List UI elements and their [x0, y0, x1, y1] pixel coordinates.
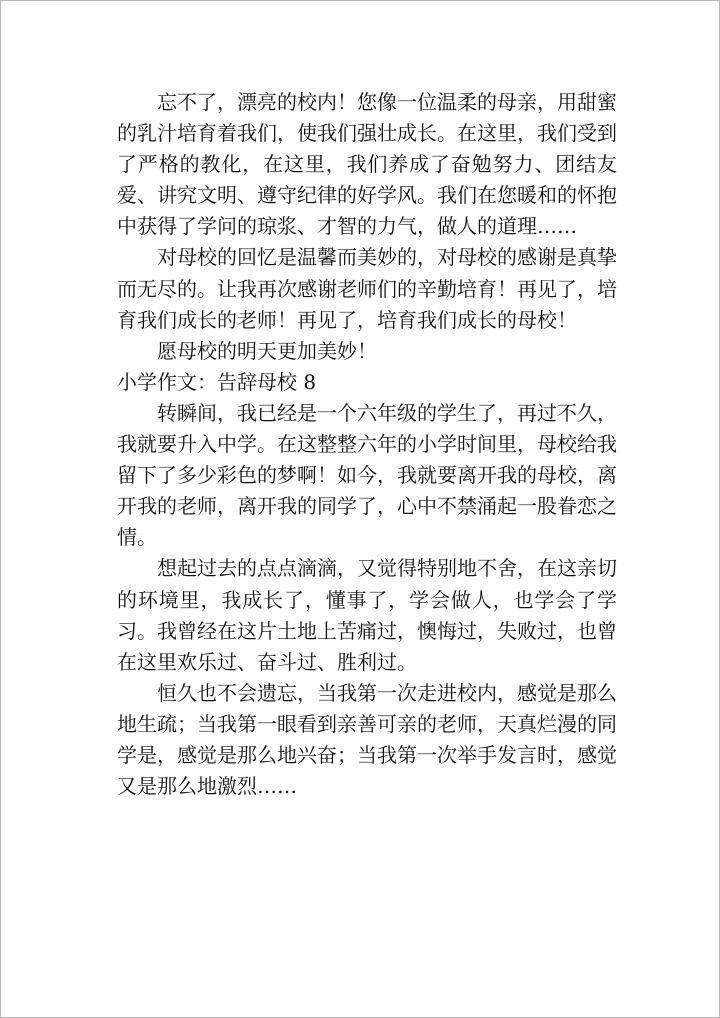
document-body: [117, 87, 617, 802]
paragraph-first-times: 恒久也不会遗忘，当我第一次走进校内，感觉是那么地生疏；当我第一眼看到亲善可亲的老师，天真烂漫的同学是，感觉是那么地兴奋；当我第一次举手发言时，感觉又是那么地激烈……: [117, 680, 617, 799]
paragraph-wish: 愿母校的明天更加美妙！: [157, 338, 377, 363]
paragraph-alma-mater-memories: 忘不了，漂亮的校内！您像一位温柔的母亲，用甜蜜的乳汁培育着我们，使我们强壮成长。在这里，我们受到了严格的教化，在这里，我们养成了奋勉努力、团结友爱、讲究文明、遵守纪律的好学风。我们在您暖和的怀抱中获得了学问的琼浆、才智的力气，做人的道理……: [117, 90, 617, 239]
section-heading: 小学作文：告辞母校 8: [117, 369, 317, 394]
paragraph-sixth-grade: 转瞬间，我已经是一个六年级的学生了，再过不久，我就要升入中学。在这整整六年的小学时间里，母校给我留下了多少彩色的梦啊！如今，我就要离开我的母校，离开我的老师，离开我的同学了，心中不禁涌起一股眷恋之情。: [117, 400, 617, 550]
paragraph-recollections: 想起过去的点点滴滴，又觉得特别地不舍，在这亲切的环境里，我成长了，懂事了，学会做人，也学会了学习。我曾经在这片土地上苦痛过，懊悔过，失败过，也曾在这里欢乐过、奋斗过、胜利过。: [117, 556, 617, 674]
paragraph-gratitude: 对母校的回忆是温馨而美妙的，对母校的感谢是真挚而无尽的。让我再次感谢老师们的辛勤培育！再见了，培育我们成长的老师！再见了，培育我们成长的母校！: [117, 245, 617, 332]
